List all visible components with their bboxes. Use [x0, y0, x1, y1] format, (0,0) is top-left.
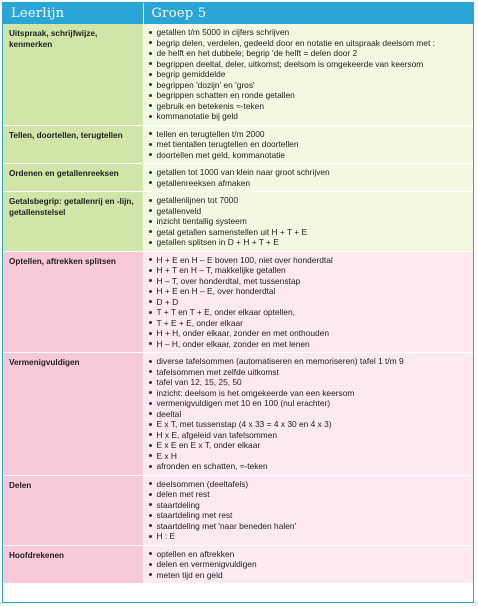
row-category: Optellen, aftrekken splitsen — [3, 251, 143, 353]
list-item: getallen t/m 5000 in cijfers schrijven — [149, 27, 470, 38]
list-item: E x E en E x T, onder elkaar — [149, 440, 470, 451]
list-item: begrippen deeltal, deler, uitkomst; deelsom is omgekeerde van keersom — [149, 59, 470, 70]
row-category: Uitspraak, schrijfwijze, kenmerken — [3, 24, 143, 125]
row-items — [143, 353, 473, 476]
list-item: getallenlijnen tot 7000 — [149, 195, 470, 206]
list-item: H + E en H – E, over honderdtal — [149, 286, 470, 297]
list-item: tellen en terugtellen t/m 2000 — [149, 129, 470, 140]
list-item: doortellen met geld, kommanotatie — [149, 150, 470, 161]
list-item: meten tijd en geld — [149, 570, 470, 581]
list-item: H – H, onder elkaar, zonder en met lenen — [149, 339, 470, 350]
row-category: Hoofdrekenen — [3, 545, 143, 584]
list-item: H + H, onder elkaar, zonder en met onthouden — [149, 328, 470, 339]
list-item: getallen splitsen in D + H + T + E — [149, 237, 470, 248]
table-header-row — [3, 3, 473, 24]
list-item: H – T, over honderdtal, met tussenstap — [149, 276, 470, 287]
list-item: met tientallen terugtellen en doortellen — [149, 139, 470, 150]
list-item: T + E + E, onder elkaar — [149, 318, 470, 329]
list-item: delen en vermenigvuldigen — [149, 559, 470, 570]
list-item: begrippen schatten en ronde getallen — [149, 90, 470, 101]
row-category: Tellen, doortellen, terugtellen — [3, 125, 143, 164]
curriculum-table-frame — [2, 2, 474, 603]
list-item: inzicht: deelsom is het omgekeerde van een keersom — [149, 388, 470, 399]
list-item: tafelsommen met zelfde uitkomst — [149, 367, 470, 378]
row-items — [143, 24, 473, 125]
list-item: E x H — [149, 451, 470, 462]
table-row — [3, 475, 473, 545]
table-row — [3, 125, 473, 164]
table-row — [3, 251, 473, 353]
list-item: gebruik en betekenis ≈-teken — [149, 101, 470, 112]
list-item: staartdeling met rest — [149, 510, 470, 521]
row-items — [143, 545, 473, 584]
list-item: delen met rest — [149, 489, 470, 500]
list-item: afronden en schatten, ≈-teken — [149, 461, 470, 472]
list-item: deeltal — [149, 409, 470, 420]
header-leerlijn: Leerlijn — [3, 3, 143, 24]
list-item: getallenveld — [149, 206, 470, 217]
list-item: D + D — [149, 297, 470, 308]
table-row — [3, 545, 473, 584]
list-item: diverse tafelsommen (automatiseren en memoriseren) tafel 1 t/m 9 — [149, 356, 470, 367]
list-item: vermenigvuldigen met 10 en 100 (nul erachter) — [149, 398, 470, 409]
row-items — [143, 192, 473, 252]
table-row — [3, 353, 473, 476]
table-row — [3, 164, 473, 192]
list-item: H : E — [149, 531, 470, 542]
list-item: deelsommen (deeltafels) — [149, 479, 470, 490]
list-item: begrip gemiddelde — [149, 69, 470, 80]
list-item: getallenreeksen afmaken — [149, 178, 470, 189]
curriculum-table — [3, 3, 473, 584]
list-item: E x T, met tussenstap (4 x 33 = 4 x 30 en 4 x 3) — [149, 419, 470, 430]
row-category: Vermenigvuldigen — [3, 353, 143, 476]
row-category: Delen — [3, 475, 143, 545]
list-item: begrip delen, verdelen, gedeeld door en notatie en uitspraak deelsom met : — [149, 38, 470, 49]
list-item: tafel van 12, 15, 25, 50 — [149, 377, 470, 388]
list-item: inzicht tientallig systeem — [149, 216, 470, 227]
row-category: Ordenen en getallenreeksen — [3, 164, 143, 192]
list-item: staartdeling — [149, 500, 470, 511]
list-item: de helft en het dubbele; begrip 'de helft = delen door 2 — [149, 48, 470, 59]
table-row — [3, 24, 473, 125]
list-item: T + T en T + E, onder elkaar optellen, — [149, 307, 470, 318]
list-item: optellen en aftrekken — [149, 549, 470, 560]
list-item: kommanotatie bij geld — [149, 111, 470, 122]
list-item: getal getallen samenstellen uit H + T + E — [149, 227, 470, 238]
header-groep: Groep 5 — [143, 3, 473, 24]
row-items — [143, 125, 473, 164]
list-item: H x E, afgeleid van tafelsommen — [149, 430, 470, 441]
list-item: H + T en H – T, makkelijke getallen — [149, 265, 470, 276]
table-row — [3, 192, 473, 252]
list-item: begrippen 'dozijn' en 'gros' — [149, 80, 470, 91]
list-item: staartdeling met 'naar beneden halen' — [149, 521, 470, 532]
row-items — [143, 475, 473, 545]
row-items — [143, 164, 473, 192]
list-item: getallen tot 1000 van klein naar groot schrijven — [149, 167, 470, 178]
row-category: Getalsbegrip: getallenrij en -lijn, getallenstelsel — [3, 192, 143, 252]
list-item: H + E en H – E boven 100, niet over honderdtal — [149, 255, 470, 266]
row-items — [143, 251, 473, 353]
